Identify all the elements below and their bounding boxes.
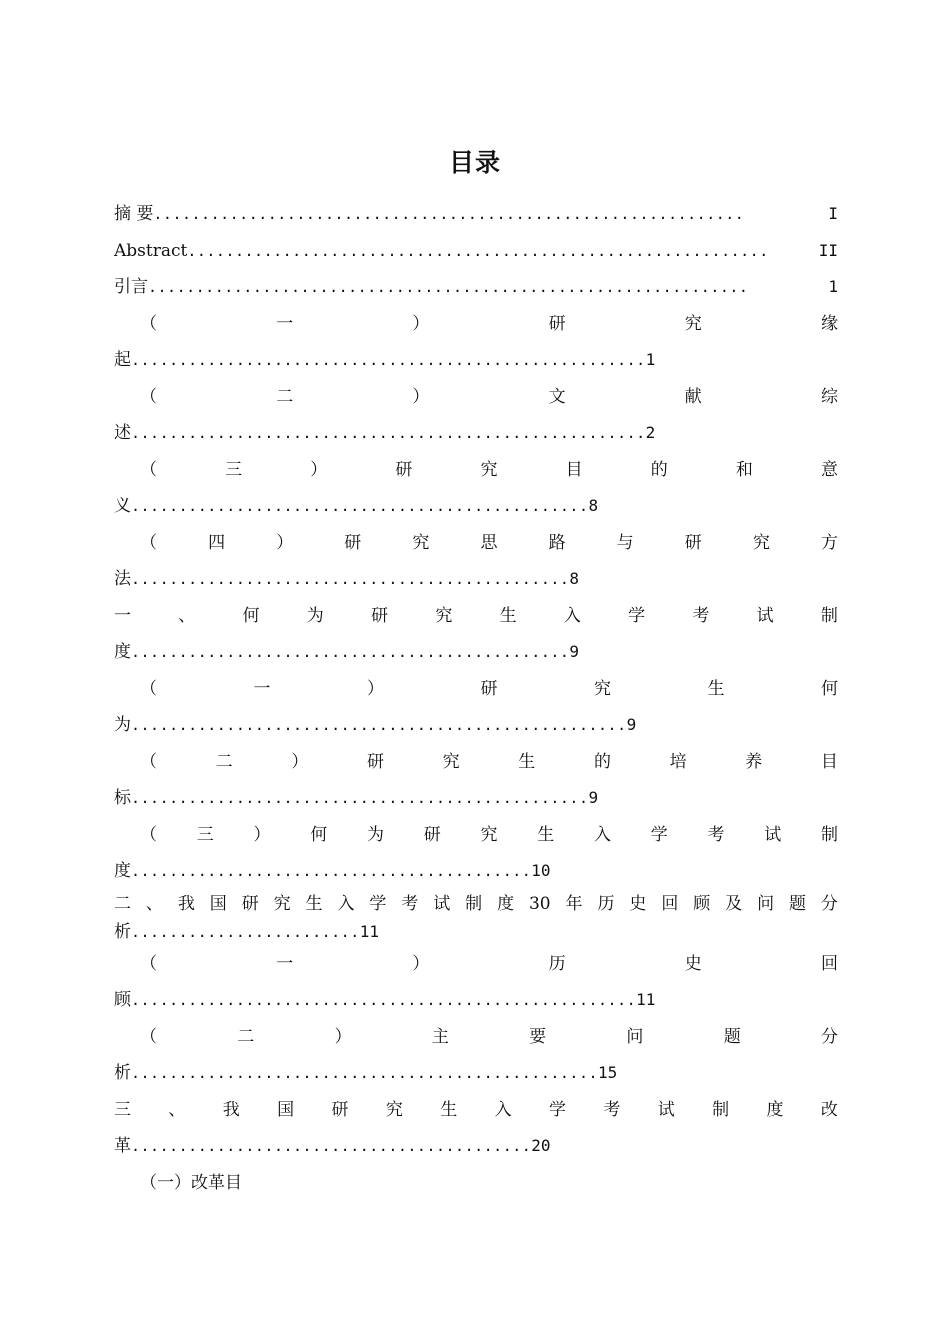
- toc-entry-char: 何: [821, 678, 838, 699]
- toc-page-number: 11: [636, 990, 656, 1009]
- toc-entry-char: 试: [764, 824, 782, 845]
- toc-entry-char: 研: [480, 678, 498, 699]
- toc-entry-continuation: [114, 561, 838, 598]
- toc-entry-char: 入: [563, 605, 581, 626]
- toc-entry-char: 及: [725, 893, 743, 914]
- toc-entry-char: 培: [669, 751, 687, 772]
- toc-entry-char: 一: [276, 313, 294, 334]
- toc-entry-char: 二: [215, 751, 233, 772]
- toc-entry-char: （: [140, 459, 157, 480]
- toc-entry-char: 目: [820, 751, 838, 772]
- toc-entry-char: 度: [766, 1099, 784, 1120]
- toc-entry-char: 的: [593, 751, 611, 772]
- toc-entry-title-line: [114, 525, 838, 562]
- toc-entry-char: 为: [114, 715, 131, 735]
- toc-entry-char: 考: [603, 1099, 621, 1120]
- toc-entry-char: 三: [225, 459, 243, 480]
- toc-entry-continuation: [114, 780, 838, 817]
- toc-title: 目录: [448, 148, 501, 177]
- toc-leader-dots: ..........................................: [131, 1137, 532, 1155]
- toc-page-number: 9: [569, 642, 580, 661]
- toc-entry-char: 回: [820, 953, 838, 974]
- toc-entry-continuation: [114, 707, 838, 744]
- toc-entry-continuation: [114, 982, 838, 1019]
- toc-entry-char: 究: [385, 1099, 403, 1120]
- toc-leader-dots: .................................................: [131, 1064, 599, 1082]
- toc-entry-char: 研: [371, 605, 389, 626]
- toc-leader-dots: .............................................................: [187, 241, 769, 260]
- toc-entry-char: 思: [480, 532, 498, 553]
- toc-entry-char: 养: [745, 751, 763, 772]
- toc-page-number: 1: [828, 277, 838, 296]
- toc-page-number: 11: [359, 921, 380, 941]
- toc-entry-char: 问: [757, 893, 775, 914]
- toc-entry-char: 一: [276, 953, 294, 974]
- toc-entry-char: 改: [820, 1099, 838, 1120]
- toc-entry-title: Abstract: [114, 240, 188, 261]
- toc-entry: [114, 269, 838, 306]
- toc-entry-char: 生: [537, 824, 555, 845]
- toc-entry-char: 和: [735, 459, 753, 480]
- toc-entry-char: 四: [208, 532, 226, 553]
- toc-entry-char: 起: [114, 350, 131, 370]
- toc-entry-char: 方: [820, 532, 838, 553]
- toc-entry-char: 入: [594, 824, 611, 845]
- toc-entry-char: 研: [241, 893, 259, 914]
- toc-entry-char: （: [140, 532, 157, 553]
- toc-entry-char: 学: [369, 893, 387, 914]
- toc-entry-continuation: [114, 1055, 838, 1092]
- toc-entry-char: 意: [821, 459, 838, 480]
- toc-entry-char: 度: [114, 861, 131, 881]
- toc-entry: [114, 744, 838, 817]
- toc-entry: [114, 946, 838, 1019]
- toc-leader-dots: ......................................................: [131, 351, 646, 369]
- toc-entry-char: 制: [821, 824, 838, 845]
- toc-entry-char: 法: [114, 569, 131, 589]
- toc-entry-char: 三: [196, 824, 214, 845]
- toc-entry: [114, 890, 838, 946]
- toc-entry-char: 30: [528, 893, 551, 914]
- toc-entry-char: 分: [820, 893, 838, 914]
- toc-entry-char: 生: [707, 678, 725, 699]
- toc-entry-char: ）: [412, 313, 430, 334]
- toc-entry-char: （: [140, 953, 157, 974]
- toc-entry-char: 分: [820, 1026, 838, 1047]
- toc-entry-char: 目: [565, 459, 583, 480]
- toc-entry-char: 究: [480, 824, 498, 845]
- toc-entry-char: 三: [114, 1099, 131, 1120]
- toc-entry-char: 度: [497, 893, 515, 914]
- toc-entry-char: 综: [820, 386, 838, 407]
- toc-entry-char: 究: [412, 532, 430, 553]
- toc-entry-title-line: [114, 946, 838, 983]
- toc-entry-char: 二: [114, 893, 131, 914]
- toc-entry-continuation: [114, 1128, 838, 1165]
- toc-entry-title-line: [114, 1092, 838, 1129]
- toc-entry-char: 究: [442, 751, 460, 772]
- toc-leader-dots: ..............................................................: [153, 205, 745, 223]
- toc-entry-char: 学: [628, 605, 646, 626]
- toc-entry-char: ）: [291, 751, 309, 772]
- toc-page-number: 9: [588, 788, 599, 807]
- toc-entry-char: 生: [499, 605, 517, 626]
- toc-entry-title: 引言: [114, 277, 148, 297]
- toc-page-number: 15: [598, 1063, 618, 1082]
- toc-entry-char: 革: [114, 1136, 131, 1156]
- toc-entry-char: 学: [549, 1099, 566, 1120]
- toc-entry-char: 历: [548, 953, 566, 974]
- toc-page-number: II: [818, 240, 838, 260]
- toc-entry-char: 究: [480, 459, 498, 480]
- toc-entry-char: 我: [222, 1099, 240, 1120]
- toc-entry-char: （: [140, 386, 157, 407]
- toc-page-number: I: [828, 204, 838, 223]
- toc-entry-char: 题: [789, 893, 806, 914]
- toc-entry-title-line: [114, 598, 838, 635]
- toc-leader-dots: ...............................................................: [148, 278, 749, 296]
- toc-entry-char: 研: [331, 1099, 349, 1120]
- toc-entry: [114, 196, 838, 233]
- toc-entry-char: 究: [435, 605, 453, 626]
- toc-leader-dots: ....................................................: [131, 716, 627, 734]
- toc-entry: [114, 233, 838, 270]
- toc-entry-char: 一: [253, 678, 271, 699]
- toc-entry-char: 、: [145, 893, 163, 914]
- toc-entry-char: 生: [305, 893, 323, 914]
- toc-entry: [114, 1092, 838, 1165]
- toc-entry-title-line: [114, 379, 838, 416]
- toc-entry-title-line: [114, 1019, 838, 1056]
- table-of-contents: [114, 196, 838, 1201]
- toc-entry-char: 缘: [820, 313, 838, 334]
- toc-page-number: 8: [588, 496, 599, 515]
- toc-entry-char: 国: [209, 893, 227, 914]
- toc-entry: [114, 525, 838, 598]
- toc-entry-char: 制: [712, 1099, 730, 1120]
- toc-entry-char: 一: [114, 605, 131, 626]
- toc-entry-char: 研: [684, 532, 702, 553]
- toc-entry-char: 何: [242, 605, 260, 626]
- toc-entry-char: 标: [114, 788, 131, 808]
- toc-entry-char: 题: [723, 1026, 741, 1047]
- toc-entry-title-line: [114, 452, 838, 489]
- toc-entry-char: 述: [114, 423, 131, 443]
- toc-entry-char: 究: [684, 313, 702, 334]
- toc-entry-char: 国: [277, 1099, 295, 1120]
- toc-entry-title-line: [114, 890, 838, 918]
- toc-entry-char: 生: [518, 751, 536, 772]
- toc-entry-char: 顾: [693, 893, 711, 914]
- toc-leader-dots: ..............................................: [131, 570, 570, 588]
- toc-entry-char: （: [140, 751, 157, 772]
- toc-entry: [114, 452, 838, 525]
- toc-leader-dots: ......................................................: [131, 424, 646, 442]
- toc-entry-char: 制: [820, 605, 838, 626]
- toc-entry-char: 为: [367, 824, 384, 845]
- toc-entry-char: 究: [273, 893, 291, 914]
- toc-leader-dots: ........................: [131, 922, 360, 941]
- toc-entry-continuation: [114, 853, 838, 890]
- toc-entry-char: 入: [337, 893, 355, 914]
- toc-entry-continuation: [114, 415, 838, 452]
- toc-entry-char: 路: [548, 532, 566, 553]
- toc-entry-char: 义: [114, 496, 131, 516]
- toc-page-number: 10: [531, 861, 551, 880]
- toc-leader-dots: ................................................: [131, 497, 589, 515]
- toc-entry-title-line: [114, 744, 838, 781]
- toc-entry-title: 摘 要: [114, 204, 154, 224]
- toc-entry-title-line: [114, 817, 838, 854]
- toc-entry-char: 考: [707, 824, 725, 845]
- toc-entry-title-line: [114, 306, 838, 343]
- toc-entry-char: （: [140, 1026, 157, 1047]
- toc-entry-char: 制: [465, 893, 483, 914]
- toc-entry-continuation: [114, 342, 838, 379]
- toc-entry: [114, 379, 838, 452]
- toc-entry-partial: （一）改革目: [140, 1172, 242, 1193]
- toc-entry-char: 生: [440, 1099, 458, 1120]
- toc-entry-continuation: [114, 918, 838, 946]
- toc-entry-char: 研: [423, 824, 441, 845]
- toc-entry-char: 年: [565, 893, 583, 914]
- toc-entry-char: ）: [412, 953, 430, 974]
- toc-entry-char: 为: [306, 605, 324, 626]
- toc-entry-char: ）: [412, 386, 430, 407]
- toc-entry-char: 考: [692, 605, 710, 626]
- toc-entry-continuation: [114, 634, 838, 671]
- toc-entry-char: 回: [661, 893, 679, 914]
- toc-entry-continuation: [114, 488, 838, 525]
- toc-entry-char: 试: [433, 893, 451, 914]
- toc-leader-dots: ................................................: [131, 789, 589, 807]
- toc-page-number: 20: [531, 1136, 551, 1155]
- toc-entry-char: 与: [616, 532, 634, 553]
- toc-page-number: 8: [569, 569, 580, 588]
- toc-entry-char: 度: [114, 642, 131, 662]
- toc-entry-char: 主: [431, 1026, 449, 1047]
- toc-entry-char: 顾: [114, 990, 131, 1010]
- toc-entry-char: 究: [752, 532, 770, 553]
- toc-entry-char: 要: [529, 1026, 547, 1047]
- toc-entry-char: 入: [494, 1099, 512, 1120]
- toc-entry: [114, 598, 838, 671]
- toc-entry-char: ）: [334, 1026, 352, 1047]
- toc-entry-char: 史: [684, 953, 702, 974]
- toc-entry-char: 试: [756, 605, 774, 626]
- toc-entry-char: 文: [548, 386, 566, 407]
- toc-leader-dots: ..............................................: [131, 643, 570, 661]
- toc-entry-char: ）: [276, 532, 294, 553]
- toc-entry-char: ）: [367, 678, 384, 699]
- toc-entry-char: ）: [310, 459, 328, 480]
- toc-entry-char: 研: [344, 532, 362, 553]
- toc-entry: [114, 1019, 838, 1092]
- toc-page-number: 2: [645, 423, 656, 442]
- toc-entry-char: （: [140, 824, 157, 845]
- toc-page-number: 9: [626, 715, 637, 734]
- toc-entry-char: 、: [168, 1099, 186, 1120]
- toc-leader-dots: .....................................................: [131, 991, 637, 1009]
- toc-entry-char: （: [140, 678, 157, 699]
- toc-entry-char: 我: [177, 893, 195, 914]
- toc-entry-char: ）: [253, 824, 271, 845]
- toc-entry-char: 试: [657, 1099, 675, 1120]
- toc-entry-title-line: [114, 671, 838, 708]
- toc-entry-char: 析: [114, 1063, 131, 1083]
- toc-entry-char: （: [140, 313, 157, 334]
- toc-entry-char: 研: [395, 459, 413, 480]
- toc-entry-char: 何: [310, 824, 328, 845]
- toc-entry-char: 究: [594, 678, 611, 699]
- toc-entry-char: 二: [237, 1026, 255, 1047]
- toc-entry-char: 析: [114, 921, 131, 942]
- toc-entry: [114, 306, 838, 379]
- toc-entry-char: 献: [684, 386, 702, 407]
- toc-entry-char: 的: [650, 459, 668, 480]
- toc-entry-char: 问: [626, 1026, 644, 1047]
- toc-entry: [114, 817, 838, 890]
- toc-entry-char: 历: [597, 893, 615, 914]
- toc-leader-dots: ..........................................: [131, 862, 532, 880]
- toc-entry-char: 研: [366, 751, 384, 772]
- toc-entry-char: 学: [650, 824, 668, 845]
- toc-entry-char: 史: [629, 893, 647, 914]
- toc-page-number: 1: [645, 350, 656, 369]
- toc-entry: [114, 671, 838, 744]
- toc-entry-char: 、: [178, 605, 196, 626]
- toc-entry-char: 研: [548, 313, 566, 334]
- toc-entry-char: 考: [401, 893, 419, 914]
- toc-entry-char: 二: [276, 386, 294, 407]
